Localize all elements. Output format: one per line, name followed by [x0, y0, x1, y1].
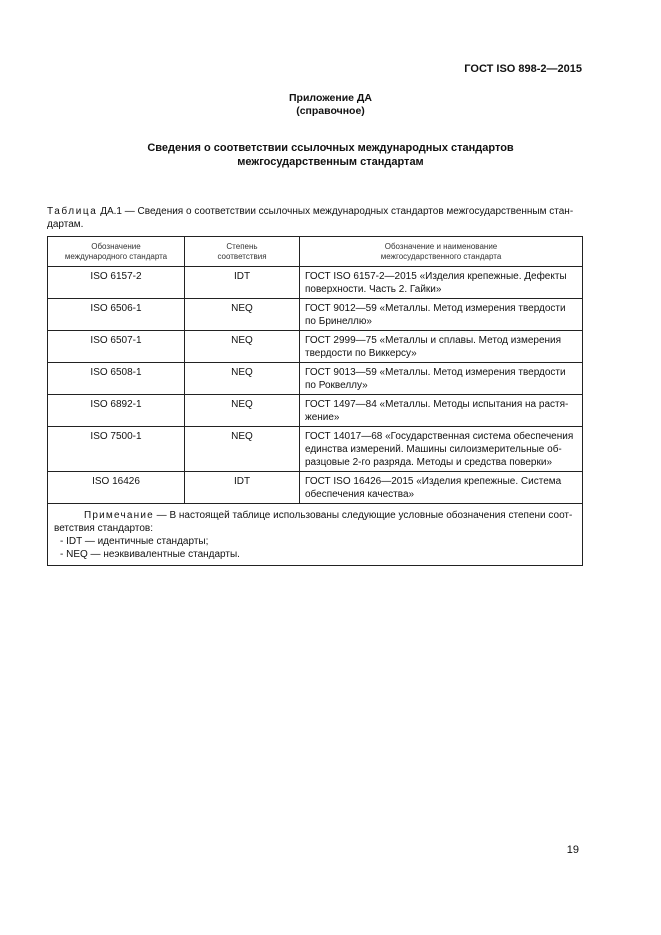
intl-standard-cell: ISO 7500-1	[48, 427, 185, 472]
gost-standard-cell: ГОСТ ISO 6157-2—2015 «Изделия крепежные. Дефекты поверхности. Часть 2. Гайки»	[300, 267, 583, 299]
table-row	[48, 299, 583, 331]
degree-cell: IDT	[185, 472, 300, 504]
gost-standard-cell: ГОСТ 2999—75 «Металлы и сплавы. Метод измерения твердости по Виккерсу»	[300, 331, 583, 363]
degree-cell: NEQ	[185, 363, 300, 395]
intl-standard-cell: ISO 6506-1	[48, 299, 185, 331]
section-heading	[0, 141, 661, 169]
note-text: Примечание — В настоящей таблице использованы следующие условные обозначения степени соот-	[84, 510, 573, 521]
degree-cell: NEQ	[185, 427, 300, 472]
degree-cell: NEQ	[185, 331, 300, 363]
table-caption-label: Таблица	[47, 206, 98, 217]
gost-standard-cell: ГОСТ 1497—84 «Металлы. Методы испытания на растя- жение»	[300, 395, 583, 427]
table-caption-text-cont: дартам.	[47, 219, 84, 230]
note-item-idt: - IDT — идентичные стандарты;	[60, 536, 209, 547]
table-caption	[47, 205, 582, 231]
gost-standard-cell: ГОСТ ISO 16426—2015 «Изделия крепежные. Система обеспечения качества»	[300, 472, 583, 504]
section-heading-line-1: Сведения о соответствии ссылочных международных стандартов	[147, 142, 514, 154]
table-row	[48, 395, 583, 427]
table-caption-text: ДА.1 — Сведения о соответствии ссылочных международных стандартов межгосударственным стан-	[97, 206, 574, 217]
table-note	[48, 504, 583, 566]
annex-title: Приложение ДА	[289, 92, 372, 104]
document-code: ГОСТ ISO 898-2—2015	[464, 63, 582, 75]
degree-cell: IDT	[185, 267, 300, 299]
column-header-intl: Обозначение международного стандарта	[48, 237, 185, 267]
intl-standard-cell: ISO 6507-1	[48, 331, 185, 363]
note-text-cont: ветствия стандартов:	[54, 523, 153, 534]
table-row	[48, 267, 583, 299]
annex-subtitle: (справочное)	[296, 105, 365, 117]
table-row	[48, 363, 583, 395]
note-item-neq: - NEQ — неэквивалентные стандарты.	[60, 549, 240, 560]
degree-cell: NEQ	[185, 395, 300, 427]
intl-standard-cell: ISO 6892-1	[48, 395, 185, 427]
gost-standard-cell: ГОСТ 9013—59 «Металлы. Метод измерения твердости по Роквеллу»	[300, 363, 583, 395]
table-row	[48, 472, 583, 504]
note-label: Примечание	[84, 510, 154, 521]
degree-cell: NEQ	[185, 299, 300, 331]
column-header-gost: Обозначение и наименование межгосударственного стандарта	[300, 237, 583, 267]
page-number: 19	[566, 844, 579, 856]
gost-standard-cell: ГОСТ 14017—68 «Государственная система обеспечения единства измерений. Машины силоизмерительные об- разцовые 2-го разряда. Методы и средства поверки»	[300, 427, 583, 472]
table-row	[48, 427, 583, 472]
intl-standard-cell: ISO 16426	[48, 472, 185, 504]
intl-standard-cell: ISO 6508-1	[48, 363, 185, 395]
table-row	[48, 331, 583, 363]
table-note-row	[48, 504, 583, 566]
section-heading-line-2: межгосударственным стандартам	[237, 156, 424, 168]
standards-table	[47, 236, 583, 566]
table-header-row	[48, 237, 583, 267]
gost-standard-cell: ГОСТ 9012—59 «Металлы. Метод измерения твердости по Бринеллю»	[300, 299, 583, 331]
intl-standard-cell: ISO 6157-2	[48, 267, 185, 299]
annex-block	[0, 92, 661, 118]
column-header-degree: Степень соответствия	[185, 237, 300, 267]
